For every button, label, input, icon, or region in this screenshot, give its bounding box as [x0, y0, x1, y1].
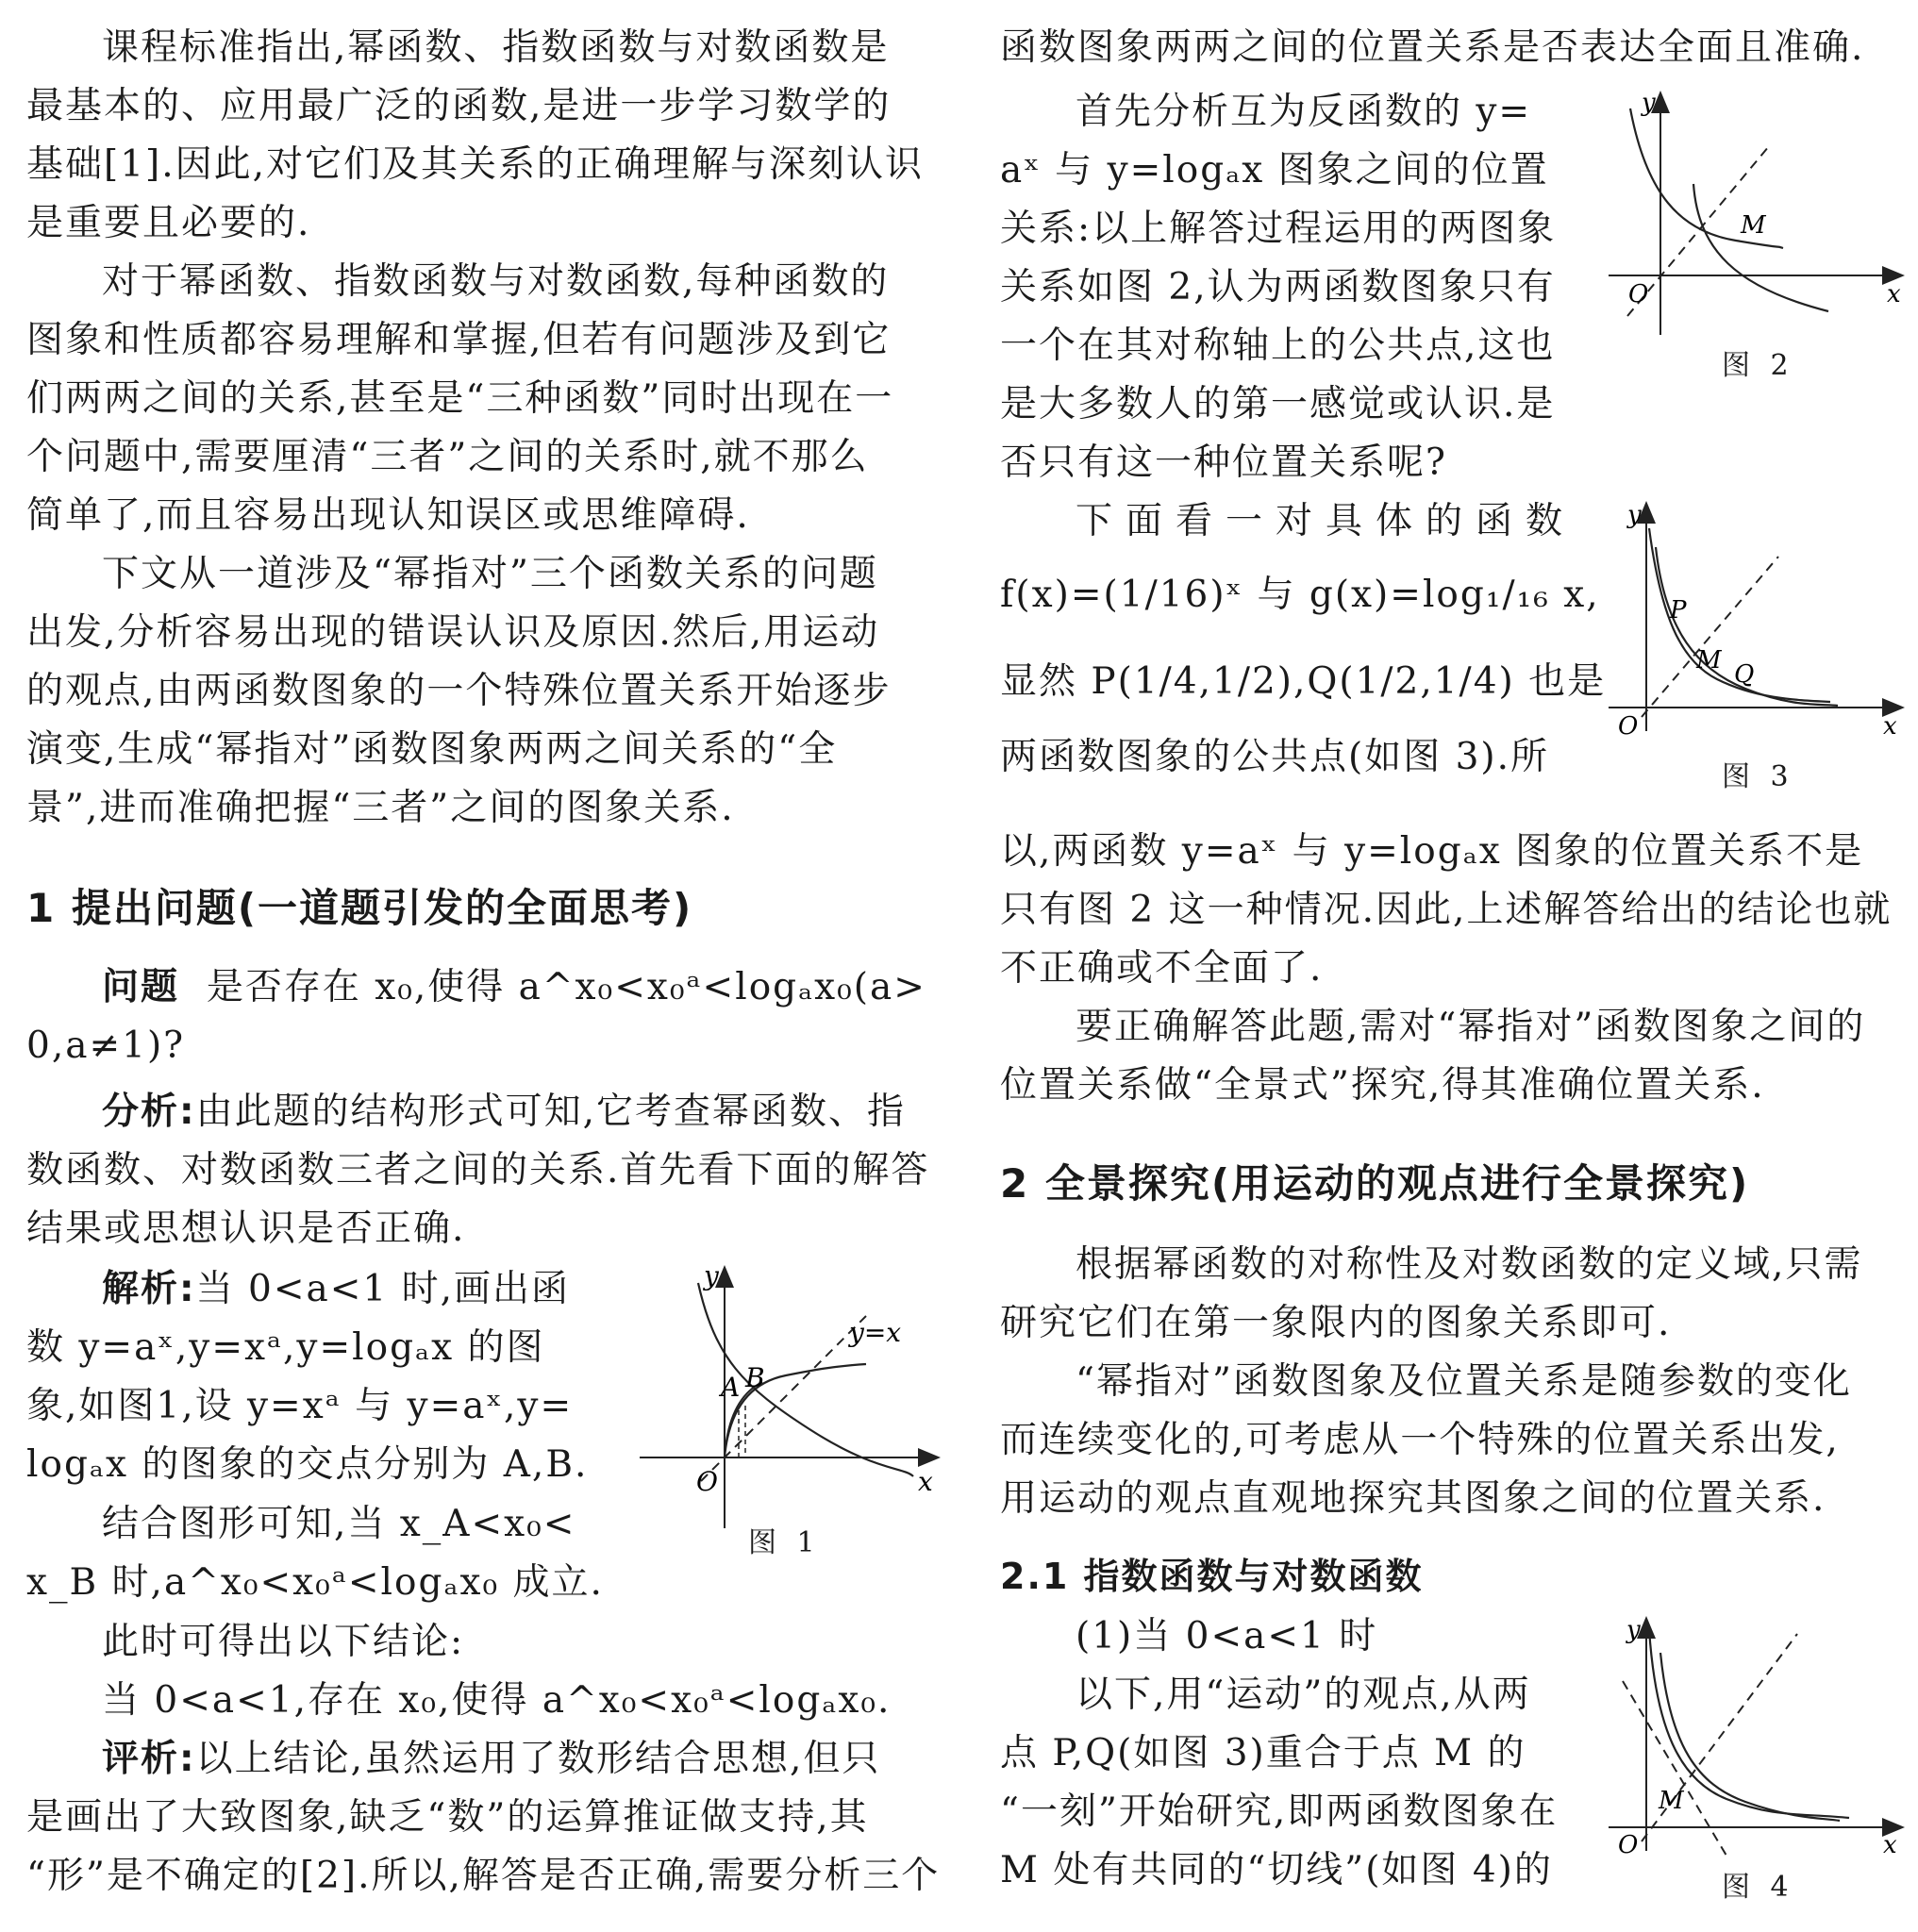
figure-2-caption: 图 2	[1722, 349, 1794, 382]
figure-3-caption: 图 3	[1722, 760, 1794, 793]
panorama-need-paragraph: 要正确解答此题,需对“幂指对”函数图象之间的 位置关系做“全景式”探究,得其准确位置关系.	[1000, 1006, 1866, 1107]
conclusion-paragraph-right: 以,两函数 y=aˣ 与 y=logₐx 图象的位置关系不是 只有图 2 这一种情况.因此,上述解答给出的结论也就 不正确或不全面了.	[1000, 830, 1893, 990]
symmetry-paragraph: 根据幂函数的对称性及对数函数的定义域,只需 研究它们在第一象限内的图象关系即可.	[1000, 1243, 1863, 1344]
section-2-1-heading: 2.1 指数函数与对数函数	[1000, 1556, 1424, 1597]
case-1-paragraph: (1)当 0<a<1 时 以下,用“运动”的观点,从两 点 P,Q(如图 3)重合于点 M 的 “一刻”开始研究,即两函数图象在 M 处有共同的“切线”(如图 4)的	[1000, 1615, 1559, 1891]
log-curve	[1693, 184, 1828, 311]
figure-1	[630, 1264, 942, 1538]
comment-label: 评析:	[102, 1738, 196, 1780]
continued-line: 函数图象两两之间的位置关系是否表达全面且准确.	[1000, 26, 1865, 69]
point-m-label: M	[1696, 646, 1722, 675]
line-y-equals-x-label: y=x	[849, 1317, 902, 1348]
tangent-line	[1623, 1681, 1726, 1856]
analysis-label: 分析:	[102, 1091, 196, 1133]
section-1-heading: 1 提出问题(一道题引发的全面思考)	[26, 885, 693, 931]
intro-paragraph-3: 下文从一道涉及“幂指对”三个函数关系的问题 出发,分析容易出现的错误认识及原因.然后,用运动 的观点,由两函数图象的一个特殊位置关系开始逐步 演变,生成“幂指对”函数图象两两之间关系的“全 景”,进而准确把握“三者”之间的图象关系.	[26, 553, 892, 829]
solution-paragraph: 解析:当 0<a<1 时,画出函 数 y=aˣ,y=xᵃ,y=logₐx 的图 象,如图1,设 y=xᵃ 与 y=aˣ,y= logₐx 的图象的交点分别为 A,B.	[26, 1268, 589, 1486]
fig4-x-label: x	[1883, 1831, 1897, 1859]
figure-4	[1604, 1615, 1906, 1860]
specific-functions-paragraph: 下面看一对具体的函数 f(x)=(1/16)ˣ 与 g(x)=log₁/₁₆ x, 显然 P(1/4,1/2),Q(1/2,1/4) 也是 两函数图象的公共点(如图 3).所	[1000, 500, 1607, 778]
figure-4-caption: 图 4	[1722, 1871, 1794, 1904]
solution-label: 解析:	[102, 1268, 196, 1310]
fig2-origin-label: O	[1628, 280, 1649, 308]
intro-paragraph-1: 课程标准指出,幂函数、指数函数与对数函数是 最基本的、应用最广泛的函数,是进一步学习数学的 基础[1].因此,对它们及其关系的正确理解与深刻认识 是重要且必要的.	[26, 26, 925, 244]
point-m-label: M	[1741, 211, 1766, 240]
figure-3	[1604, 500, 1906, 736]
inverse-functions-paragraph: 首先分析互为反函数的 y= aˣ 与 y=logₐx 图象之间的位置 关系:以上解答过程运用的两图象 关系如图 2,认为两函数图象只有 一个在其对称轴上的公共点,这也 是大多数人的第一感觉或认识.是 否只有这一种位置关系呢?	[1000, 91, 1557, 484]
fig3-origin-label: O	[1618, 712, 1639, 736]
figure-1-caption: 图 1	[748, 1526, 821, 1559]
intro-paragraph-2: 对于幂函数、指数函数与对数函数,每种函数的 图象和性质都容易理解和掌握,但若有问题涉及到它 们两两之间的关系,甚至是“三种函数”同时出现在一 个问题中,需要厘清“三者”之间的关系时,就不那么 简单了,而且容易出现认知误区或思维障碍.	[26, 260, 894, 537]
point-q-label: Q	[1734, 660, 1755, 689]
fig1-origin-label: O	[696, 1466, 718, 1497]
continuous-change-paragraph: “幂指对”函数图象及位置关系是随参数的变化 而连续变化的,可考虑从一个特殊的位置关系出发, 用运动的观点直观地探究其图象之间的位置关系.	[1000, 1360, 1852, 1520]
fig3-y-label: y	[1627, 501, 1642, 529]
point-p-label: P	[1670, 596, 1687, 625]
log-curve	[1660, 1653, 1840, 1821]
point-m-label: M	[1659, 1787, 1684, 1815]
point-a-label: A	[721, 1372, 741, 1403]
fig4-y-label: y	[1626, 1616, 1641, 1644]
fig1-y-label: y	[704, 1264, 719, 1291]
conclusion-paragraph: 此时可得出以下结论: 当 0<a<1,存在 x₀,使得 a^x₀<x₀ᵃ<logₐx₀.	[102, 1621, 892, 1722]
fig1-x-label: x	[918, 1466, 933, 1497]
problem-label: 问题	[102, 966, 180, 1008]
fig4-origin-label: O	[1618, 1831, 1639, 1859]
fig2-y-label: y	[1642, 90, 1656, 117]
fig2-x-label: x	[1887, 280, 1901, 308]
section-2-heading: 2 全景探究(用运动的观点进行全景探究)	[1000, 1160, 1750, 1207]
problem-statement: 问题 是否存在 x₀,使得 a^x₀<x₀ᵃ<logₐx₀(a> 0,a≠1)?	[26, 966, 926, 1067]
comment-paragraph: 评析:以上结论,虽然运用了数形结合思想,但只 是画出了大致图象,缺乏“数”的运算推证做支持,其 “形”是不确定的[2].所以,解答是否正确,需要分析三个	[26, 1738, 941, 1897]
combine-paragraph: 结合图形可知,当 x_A<x₀< x_B 时,a^x₀<x₀ᵃ<logₐx₀ 成立.	[26, 1503, 604, 1604]
point-b-label: B	[745, 1362, 765, 1393]
fig3-x-label: x	[1883, 712, 1897, 736]
analysis-paragraph: 分析:由此题的结构形式可知,它考查幂函数、指 数函数、对数函数三者之间的关系.首先看下面的解答 结果或思想认识是否正确.	[26, 1091, 930, 1250]
figure-2	[1604, 90, 1906, 344]
